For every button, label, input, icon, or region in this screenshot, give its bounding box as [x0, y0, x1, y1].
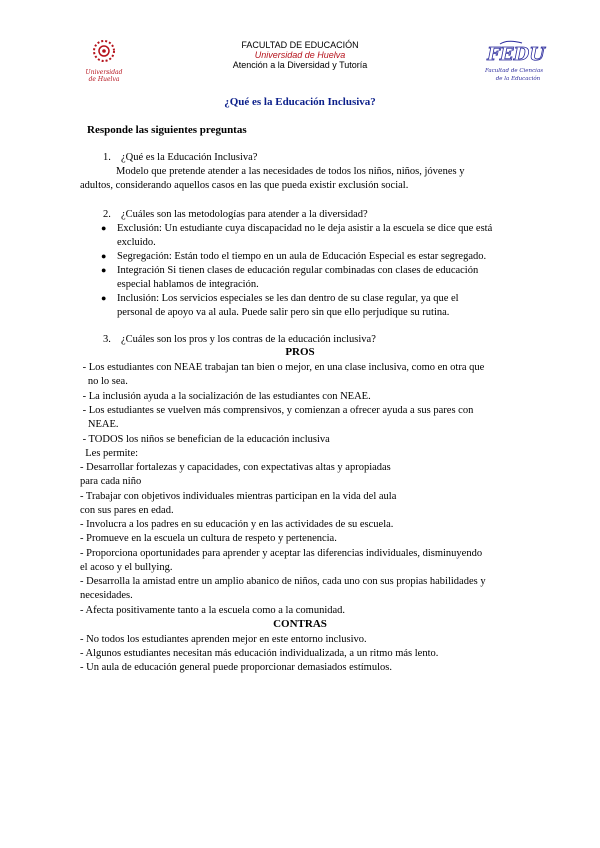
faculty-name: FACULTAD DE EDUCACIÓN	[241, 40, 359, 50]
bullet-3-line-2: especial hablamos de integración.	[117, 279, 259, 290]
svg-text:de Huelva: de Huelva	[88, 76, 120, 83]
pros-line: - Desarrollar fortalezas y capacidades, con expectativas altas y apropiadas	[80, 462, 391, 473]
pros-line: Les permite:	[80, 448, 139, 459]
pros-line: con sus pares en edad.	[80, 505, 174, 516]
bullet-1-line-1: Exclusión: Un estudiante cuya discapacidad no le deja asistir a la escuela se dice que está	[117, 223, 493, 234]
pros-line: NEAE.	[80, 419, 119, 430]
svg-text:de la Educación: de la Educación	[495, 76, 541, 82]
pros-line: para cada niño	[80, 476, 142, 487]
document-title: ¿Qué es la Educación Inclusiva?	[224, 96, 376, 108]
pros-line: - Involucra a los padres en su educación y en las actividades de su escuela.	[80, 519, 394, 530]
question-1-number: 1.	[103, 152, 111, 163]
pros-line: - Los estudiantes se vuelven más comprensivos, y comienzan a ofrecer ayuda a sus pares con	[80, 405, 474, 416]
answer-1-line-2: adultos, considerando aquellos casos en las que pueda existir exclusión social.	[80, 180, 409, 191]
bullet-4-line-2: personal de apoyo va al aula. Puede salir pero sin que ello perjudique su rutina.	[117, 307, 450, 318]
contras-line: - Un aula de educación general puede proporcionar demasiados estímulos.	[80, 662, 392, 673]
question-3-number: 3.	[103, 334, 111, 345]
svg-text:Facultad de Ciencias: Facultad de Ciencias	[484, 68, 544, 74]
pros-line: - Proporciona oportunidades para aprender y aceptar las diferencias individuales, disminuyendo	[80, 548, 483, 559]
pros-line: - Desarrolla la amistad entre un amplio abanico de niños, cada uno con sus propias habilidades y	[80, 576, 486, 587]
course-name: Atención a la Diversidad y Tutoría	[232, 60, 368, 70]
pros-line: - Promueve en la escuela un cultura de respeto y pertenencia.	[80, 533, 337, 544]
question-2-text: ¿Cuáles son las metodologías para atender a la diversidad?	[121, 209, 368, 220]
bullet-4-line-1: Inclusión: Los servicios especiales se les dan dentro de su clase regular, ya que el	[117, 293, 459, 304]
bullet-icon: ●	[101, 223, 107, 233]
bullet-2-line-1: Segregación: Están todo el tiempo en un aula de Educación Especial es estar segregado.	[117, 251, 487, 262]
bullet-1-line-2: excluido.	[117, 237, 156, 248]
pros-line: - Trabajar con objetivos individuales mientras participan en la vida del aula	[80, 491, 397, 502]
contras-heading: CONTRAS	[273, 618, 327, 630]
contras-line: - Algunos estudiantes necesitan más educación individualizada, a un ritmo más lento.	[80, 648, 439, 659]
university-name: Universidad de Huelva	[254, 50, 346, 60]
pros-heading: PROS	[285, 346, 315, 358]
pros-line: el acoso y el bullying.	[80, 562, 173, 573]
bullet-3-line-1: Integración Si tienen clases de educación regular combinadas con clases de educación	[117, 265, 479, 276]
answer-1-line-1: Modelo que pretende atender a las necesidades de todos los niños, niños, jóvenes y	[116, 166, 465, 177]
pros-line: no lo sea.	[80, 376, 128, 387]
bullet-icon: ●	[101, 251, 107, 261]
instruction-heading: Responde las siguientes preguntas	[87, 124, 247, 136]
pros-line: necesidades.	[80, 590, 133, 601]
question-2-number: 2.	[103, 209, 111, 220]
bullet-icon: ●	[101, 293, 107, 303]
question-1-text: ¿Qué es la Educación Inclusiva?	[121, 152, 258, 163]
svg-text:Universidad: Universidad	[85, 69, 123, 76]
bullet-icon: ●	[101, 265, 107, 275]
faculty-logo	[478, 38, 548, 88]
pros-line: - Los estudiantes con NEAE trabajan tan bien o mejor, en una clase inclusiva, como en otra que	[80, 362, 485, 373]
pros-line: - Afecta positivamente tanto a la escuela como a la comunidad.	[80, 605, 346, 616]
pros-line: - TODOS los niños se benefician de la educación inclusiva	[80, 434, 330, 445]
contras-line: - No todos los estudiantes aprenden mejor en este entorno inclusivo.	[80, 634, 367, 645]
pros-line: - La inclusión ayuda a la socialización de las estudiantes con NEAE.	[80, 391, 371, 402]
svg-text:FEDU: FEDU	[487, 44, 545, 65]
question-3-text: ¿Cuáles son los pros y los contras de la educación inclusiva?	[121, 334, 376, 345]
